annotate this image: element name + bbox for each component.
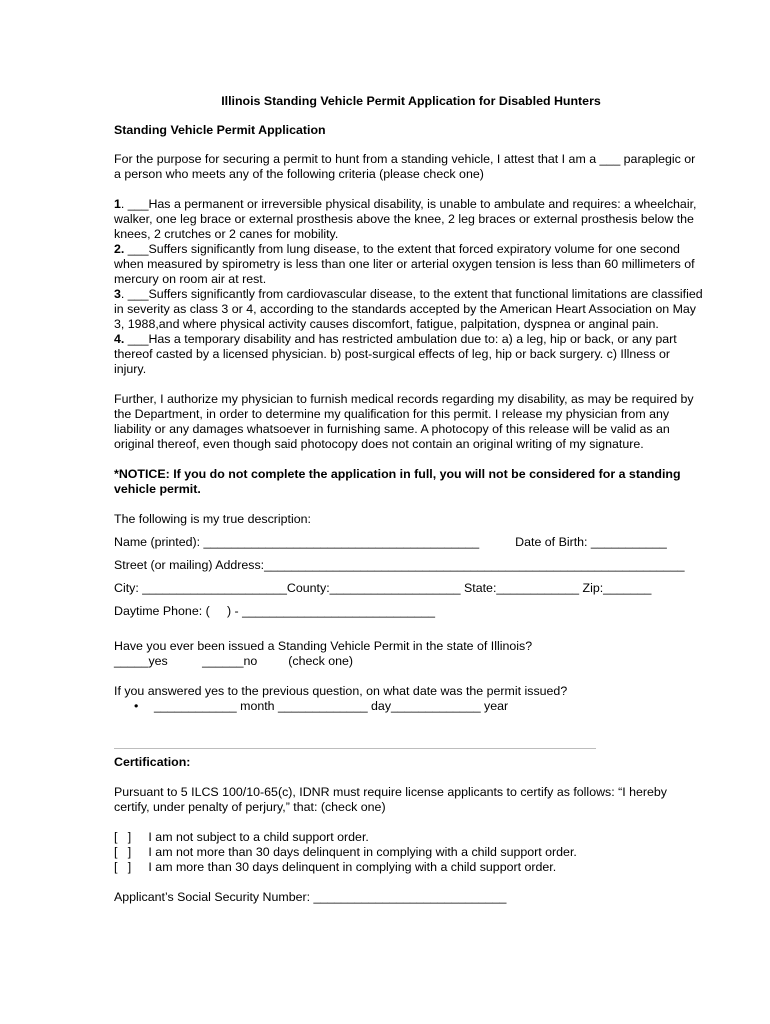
address-field[interactable]: Street (or mailing) Address:_____________________________________________________________ [114,558,685,572]
name-dob-row [114,535,704,558]
phone-field[interactable]: Daytime Phone: ( ) - ____________________________ [114,604,436,618]
certification-option-1[interactable]: [ ] I am not subject to a child support order. [114,830,369,844]
city-county-state-zip-field[interactable]: City: _____________________County:___________________ State:____________ Zip:_______ [114,581,652,595]
criterion-4-text: ___Has a temporary disability and has restricted ambulation due to: a) a leg, hip or back, or any part thereof casted by a licensed physician. b) post-surgical effects of leg, hip or back surgery. c) Illness or injury. [114,332,677,376]
criterion-3 [114,287,704,332]
document-title: Illinois Standing Vehicle Permit Application for Disabled Hunters [221,94,601,108]
permit-question: Have you ever been issued a Standing Vehicle Permit in the state of Illinois? [114,639,533,653]
name-field[interactable]: Name (printed): ________________________________________ [114,535,480,549]
date-line[interactable] [114,699,704,714]
criterion-2-text: ___Suffers significantly from lung disease, to the extent that forced expiratory volume for one second when measured by spirometry is less than one liter or arterial oxygen tension is less than 60 millimeters of mercury on room air at rest. [114,242,695,286]
bullet-icon: • [134,699,139,713]
criterion-1 [114,197,704,242]
criterion-2-number: 2. [114,242,125,256]
criterion-1-number: 1 [114,197,121,211]
date-line-text[interactable]: ____________ month _____________ day_____________ year [154,699,509,713]
permit-answer-line[interactable]: _____yes ______no (check one) [114,654,354,668]
intro-paragraph: For the purpose for securing a permit to hunt from a standing vehicle, I attest that I am a ___ paraplegic or a person who meets any of the following criteria (please check one) [114,152,696,181]
criterion-4-number: 4. [114,332,125,346]
certification-text: Pursuant to 5 ILCS 100/10-65(c), IDNR must require license applicants to certify as follows: “I hereby certify, under penalty of perjury,” that: (check one) [114,785,668,814]
notice-paragraph: *NOTICE: If you do not complete the application in full, you will not be considered for a standing vehicle permit. [114,467,681,496]
criterion-1-text: . ___Has a permanent or irreversible physical disability, is unable to ambulate and requires: a wheelchair, walker, one leg brace or external prosthesis above the knee, 2 leg braces or external prosthesis below the knees, 2 crutches or 2 canes for mobility. [114,197,697,241]
dob-field[interactable]: Date of Birth: ___________ [515,535,667,549]
criterion-2 [114,242,704,287]
authorization-paragraph: Further, I authorize my physician to furnish medical records regarding my disability, as may be required by the Department, in order to determine my qualification for this permit. I release my physician from any liability or any damages whatsoever in furnishing same. A photocopy of this release will be valid as an original thereof, even though said photocopy does not contain an original writing of my signature. [114,392,694,451]
ssn-field[interactable]: Applicant’s Social Security Number: ____________________________ [114,890,507,904]
criterion-4 [114,332,704,377]
document-subtitle: Standing Vehicle Permit Application [114,123,326,137]
criterion-3-number: 3 [114,287,121,301]
certification-option-3[interactable]: [ ] I am more than 30 days delinquent in complying with a child support order. [114,860,557,874]
divider [114,748,596,749]
certification-option-2[interactable]: [ ] I am not more than 30 days delinquent in complying with a child support order. [114,845,577,859]
date-question: If you answered yes to the previous question, on what date was the permit issued? [114,684,568,698]
description-heading: The following is my true description: [114,512,311,526]
criterion-3-text: . ___Suffers significantly from cardiovascular disease, to the extent that functional limitations are classified in severity as class 3 or 4, according to the standards accepted by the American Heart Association on May 3, 1988,and where physical activity causes discomfort, fatigue, palpitation, dyspnea or anginal pain. [114,287,703,331]
certification-heading: Certification: [114,755,191,769]
document-body [114,94,704,905]
